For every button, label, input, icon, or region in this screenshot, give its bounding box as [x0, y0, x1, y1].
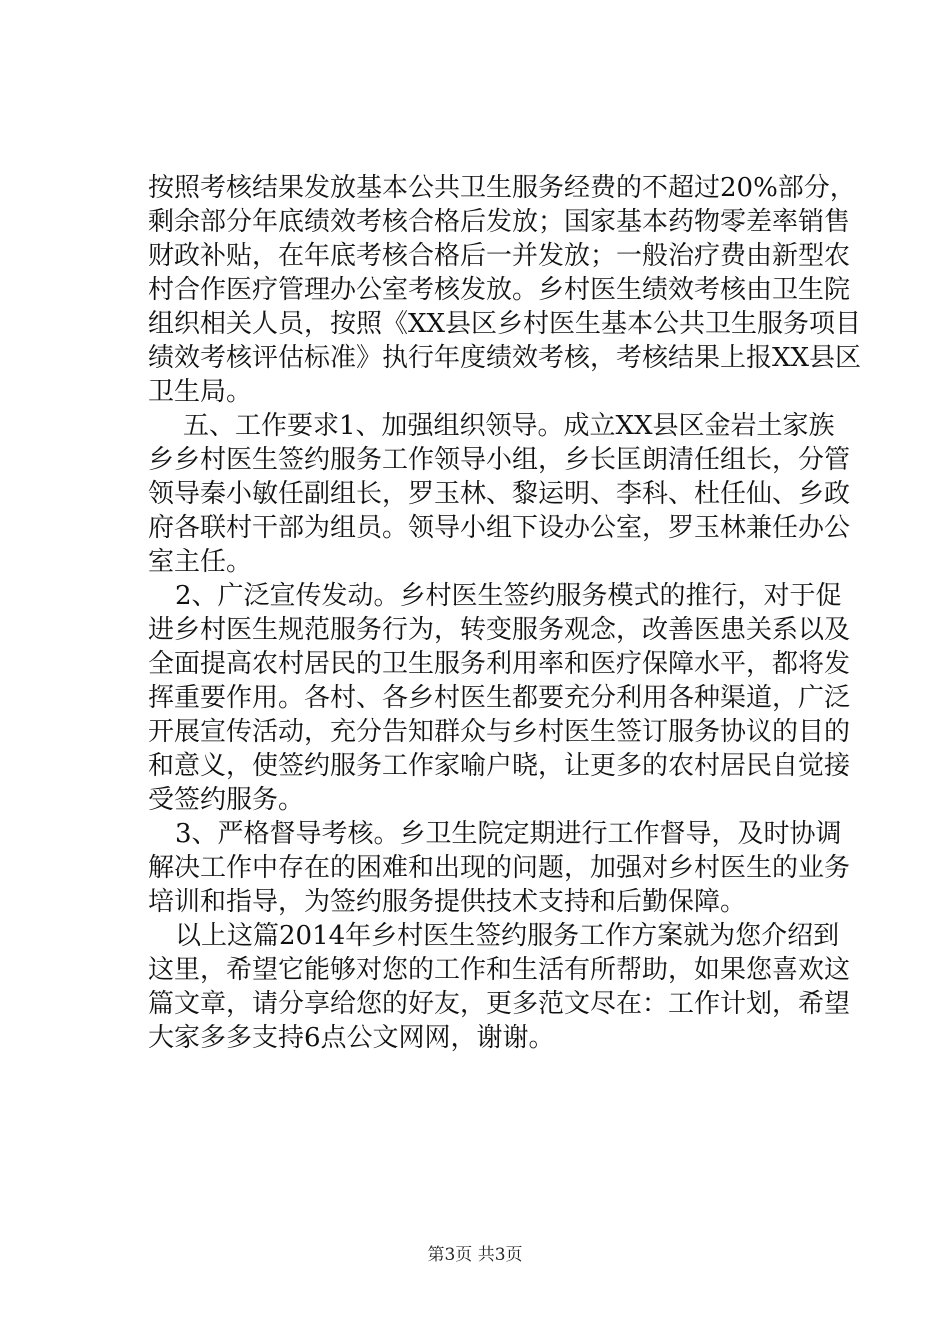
paragraph-start-line: 2、广泛宣传发动。乡村医生签约服务模式的推行，对于促	[175, 581, 842, 611]
text-line: 解决工作中存在的困难和出现的问题，加强对乡村医生的业务	[148, 853, 851, 883]
text-line: 室主任。	[148, 547, 253, 577]
text-line: 村合作医疗管理办公室考核发放。乡村医生绩效考核由卫生院	[148, 275, 851, 305]
text-line: 财政补贴，在年底考核合格后一并发放；一般治疗费由新型农	[148, 241, 851, 271]
text-line: 大家多多支持6点公文网网，谢谢。	[148, 1023, 555, 1053]
text-line: 乡乡村医生签约服务工作领导小组，乡长匡朗清任组长，分管	[148, 445, 851, 475]
text-line: 剩余部分年底绩效考核合格后发放；国家基本药物零差率销售	[148, 207, 851, 237]
text-line: 全面提高农村居民的卫生服务利用率和医疗保障水平，都将发	[148, 649, 851, 679]
text-line: 和意义，使签约服务工作家喻户晓，让更多的农村居民自觉接	[148, 751, 851, 781]
text-line: 这里，希望它能够对您的工作和生活有所帮助，如果您喜欢这	[148, 955, 851, 985]
text-line: 挥重要作用。各村、各乡村医生都要充分利用各种渠道，广泛	[148, 683, 851, 713]
text-line: 卫生局。	[148, 377, 253, 407]
text-line: 按照考核结果发放基本公共卫生服务经费的不超过20%部分，	[148, 173, 856, 203]
text-line: 篇文章，请分享给您的好友，更多范文尽在：工作计划，希望	[148, 989, 851, 1019]
paragraph-start-line: 以上这篇2014年乡村医生签约服务工作方案就为您介绍到	[175, 921, 840, 951]
section-heading-line: 五、工作要求1、加强组织领导。成立XX县区金岩土家族	[183, 411, 835, 441]
text-line: 受签约服务。	[148, 785, 305, 815]
paragraph-start-line: 3、严格督导考核。乡卫生院定期进行工作督导，及时协调	[175, 819, 842, 849]
text-line: 进乡村医生规范服务行为，转变服务观念，改善医患关系以及	[148, 615, 851, 645]
text-line: 绩效考核评估标准》执行年度绩效考核，考核结果上报XX县区	[148, 343, 862, 373]
text-line: 开展宣传活动，充分告知群众与乡村医生签订服务协议的目的	[148, 717, 851, 747]
text-line: 领导秦小敏任副组长，罗玉林、黎运明、李科、杜任仙、乡政	[148, 479, 851, 509]
text-line: 培训和指导，为签约服务提供技术支持和后勤保障。	[148, 887, 747, 917]
page-number-footer: 第3页 共3页	[427, 1245, 523, 1265]
text-line: 府各联村干部为组员。领导小组下设办公室，罗玉林兼任办公	[148, 513, 851, 543]
text-line: 组织相关人员，按照《XX县区乡村医生基本公共卫生服务项目	[148, 309, 862, 339]
